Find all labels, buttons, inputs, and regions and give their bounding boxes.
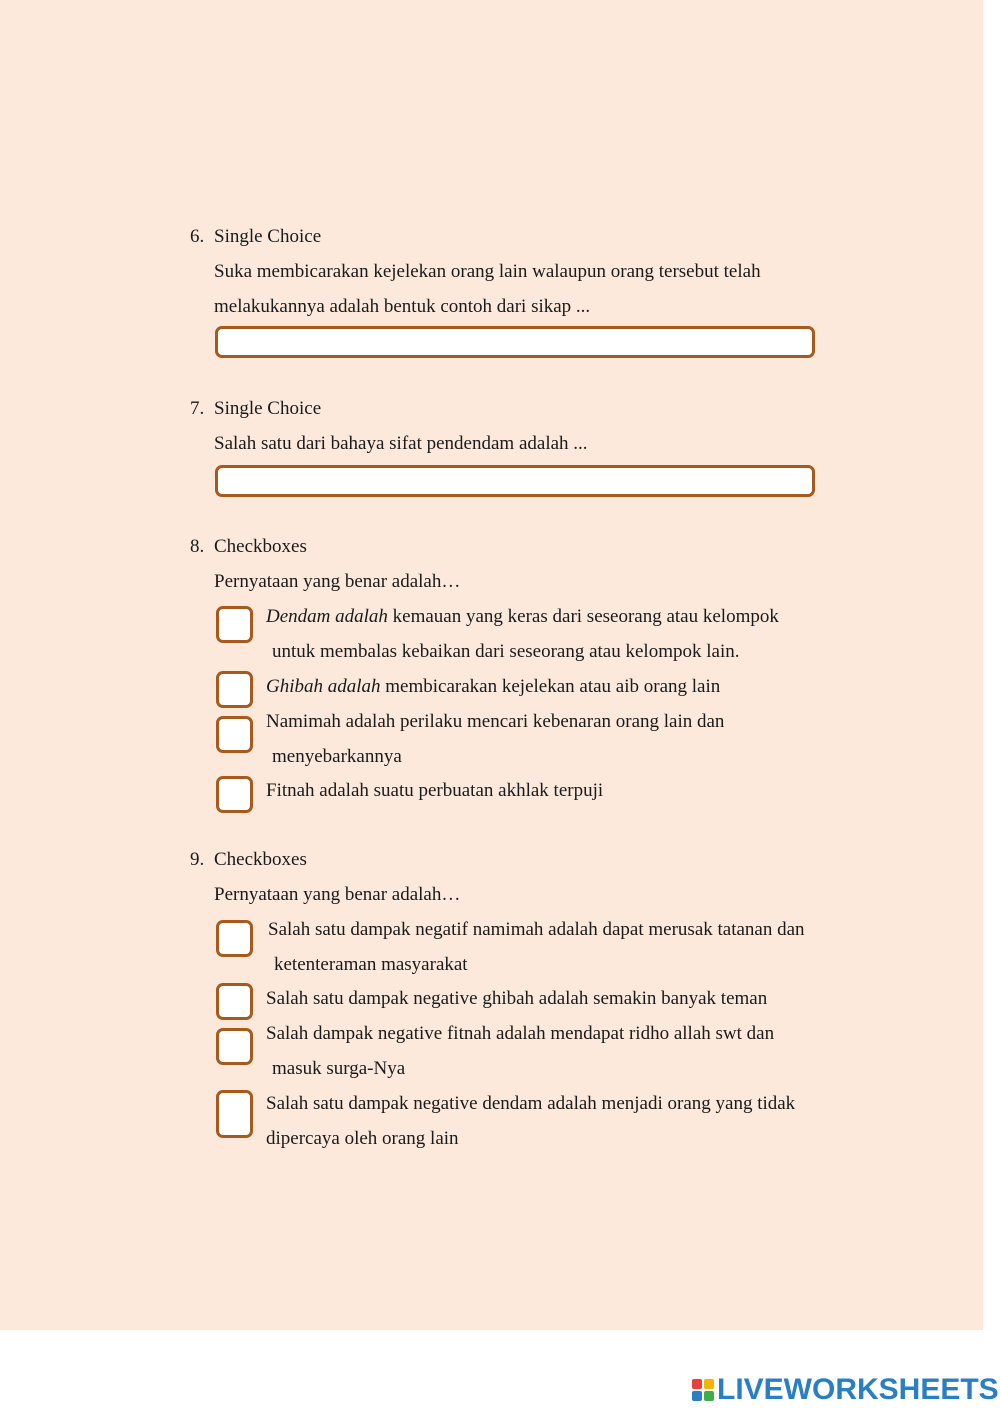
q9-option-2-text: Salah satu dampak negative ghibah adalah semakin banyak teman [266, 988, 768, 1009]
q9-option-1-text: Salah satu dampak negatif namimah adalah dapat merusak tatanan dan [268, 919, 805, 940]
logo-square-red [692, 1379, 702, 1389]
q9-prompt: Pernyataan yang benar adalah… [214, 884, 461, 905]
q7-number: 7. [190, 398, 205, 419]
q6-type: Single Choice [214, 226, 322, 247]
q9-number: 9. [190, 849, 205, 870]
q7-answer-input[interactable] [215, 465, 815, 497]
q6-prompt-line-1: Suka membicarakan kejelekan orang lain walaupun orang tersebut telah [214, 261, 761, 282]
q7-prompt: Salah satu dari bahaya sifat pendendam adalah ... [214, 433, 588, 454]
q9-option-1-checkbox[interactable] [216, 920, 253, 957]
q8-option-1-term: Dendam adalah [266, 606, 388, 627]
liveworksheets-logo-icon [692, 1379, 714, 1401]
q9-option-4-text: Salah satu dampak negative dendam adalah menjadi orang yang tidak [266, 1093, 796, 1114]
q8-type: Checkboxes [214, 536, 307, 557]
q9-option-3-checkbox[interactable] [216, 1028, 253, 1065]
q8-option-2 [266, 669, 857, 704]
q8-prompt: Pernyataan yang benar adalah… [214, 571, 461, 592]
q9-option-4-cont: dipercaya oleh orang lain [266, 1128, 459, 1149]
q8-option-4 [266, 773, 857, 808]
q9-type: Checkboxes [214, 849, 307, 870]
q8-option-3-checkbox[interactable] [216, 716, 253, 753]
q8-option-3-cont: menyebarkannya [272, 746, 402, 767]
q9-option-2-checkbox[interactable] [216, 983, 253, 1020]
q6-prompt-line-2: melakukannya adalah bentuk contoh dari sikap ... [214, 296, 591, 317]
logo-square-blue [692, 1391, 702, 1401]
q8-option-2-text: membicarakan kejelekan atau aib orang lain [380, 676, 721, 697]
q8-option-3-text: Namimah adalah perilaku mencari kebenaran orang lain dan [266, 711, 725, 732]
q8-option-4-checkbox[interactable] [216, 776, 253, 813]
q9-option-1-cont: ketenteraman masyarakat [274, 954, 468, 975]
logo-square-yellow [704, 1379, 714, 1389]
q6-number: 6. [190, 226, 205, 247]
q8-option-1-cont: untuk membalas kebaikan dari seseorang atau kelompok lain. [272, 641, 740, 662]
logo-square-green [704, 1391, 714, 1401]
q9-option-3-text: Salah dampak negative fitnah adalah mendapat ridho allah swt dan [266, 1023, 775, 1044]
q9-option-2 [266, 981, 857, 1016]
q8-option-2-checkbox[interactable] [216, 671, 253, 708]
q8-option-4-text: Fitnah adalah suatu perbuatan akhlak terpuji [266, 780, 604, 801]
q8-option-2-term: Ghibah adalah [266, 676, 381, 697]
q9-option-1 [268, 912, 857, 982]
q6-answer-input[interactable] [215, 326, 815, 358]
q8-option-1-text: kemauan yang keras dari seseorang atau kelompok [387, 606, 779, 627]
q9-option-4 [266, 1086, 857, 1156]
q9-option-3 [266, 1016, 857, 1086]
q7-type: Single Choice [214, 398, 322, 419]
q8-option-1-checkbox[interactable] [216, 606, 253, 643]
liveworksheets-logo[interactable] [692, 1374, 999, 1406]
q8-option-3 [266, 704, 857, 774]
q8-option-1 [266, 599, 857, 669]
q8-number: 8. [190, 536, 205, 557]
liveworksheets-brand: LIVEWORKSHEETS [717, 1373, 999, 1406]
q9-option-3-cont: masuk surga-Nya [272, 1058, 406, 1079]
q9-option-4-checkbox[interactable] [216, 1090, 253, 1138]
